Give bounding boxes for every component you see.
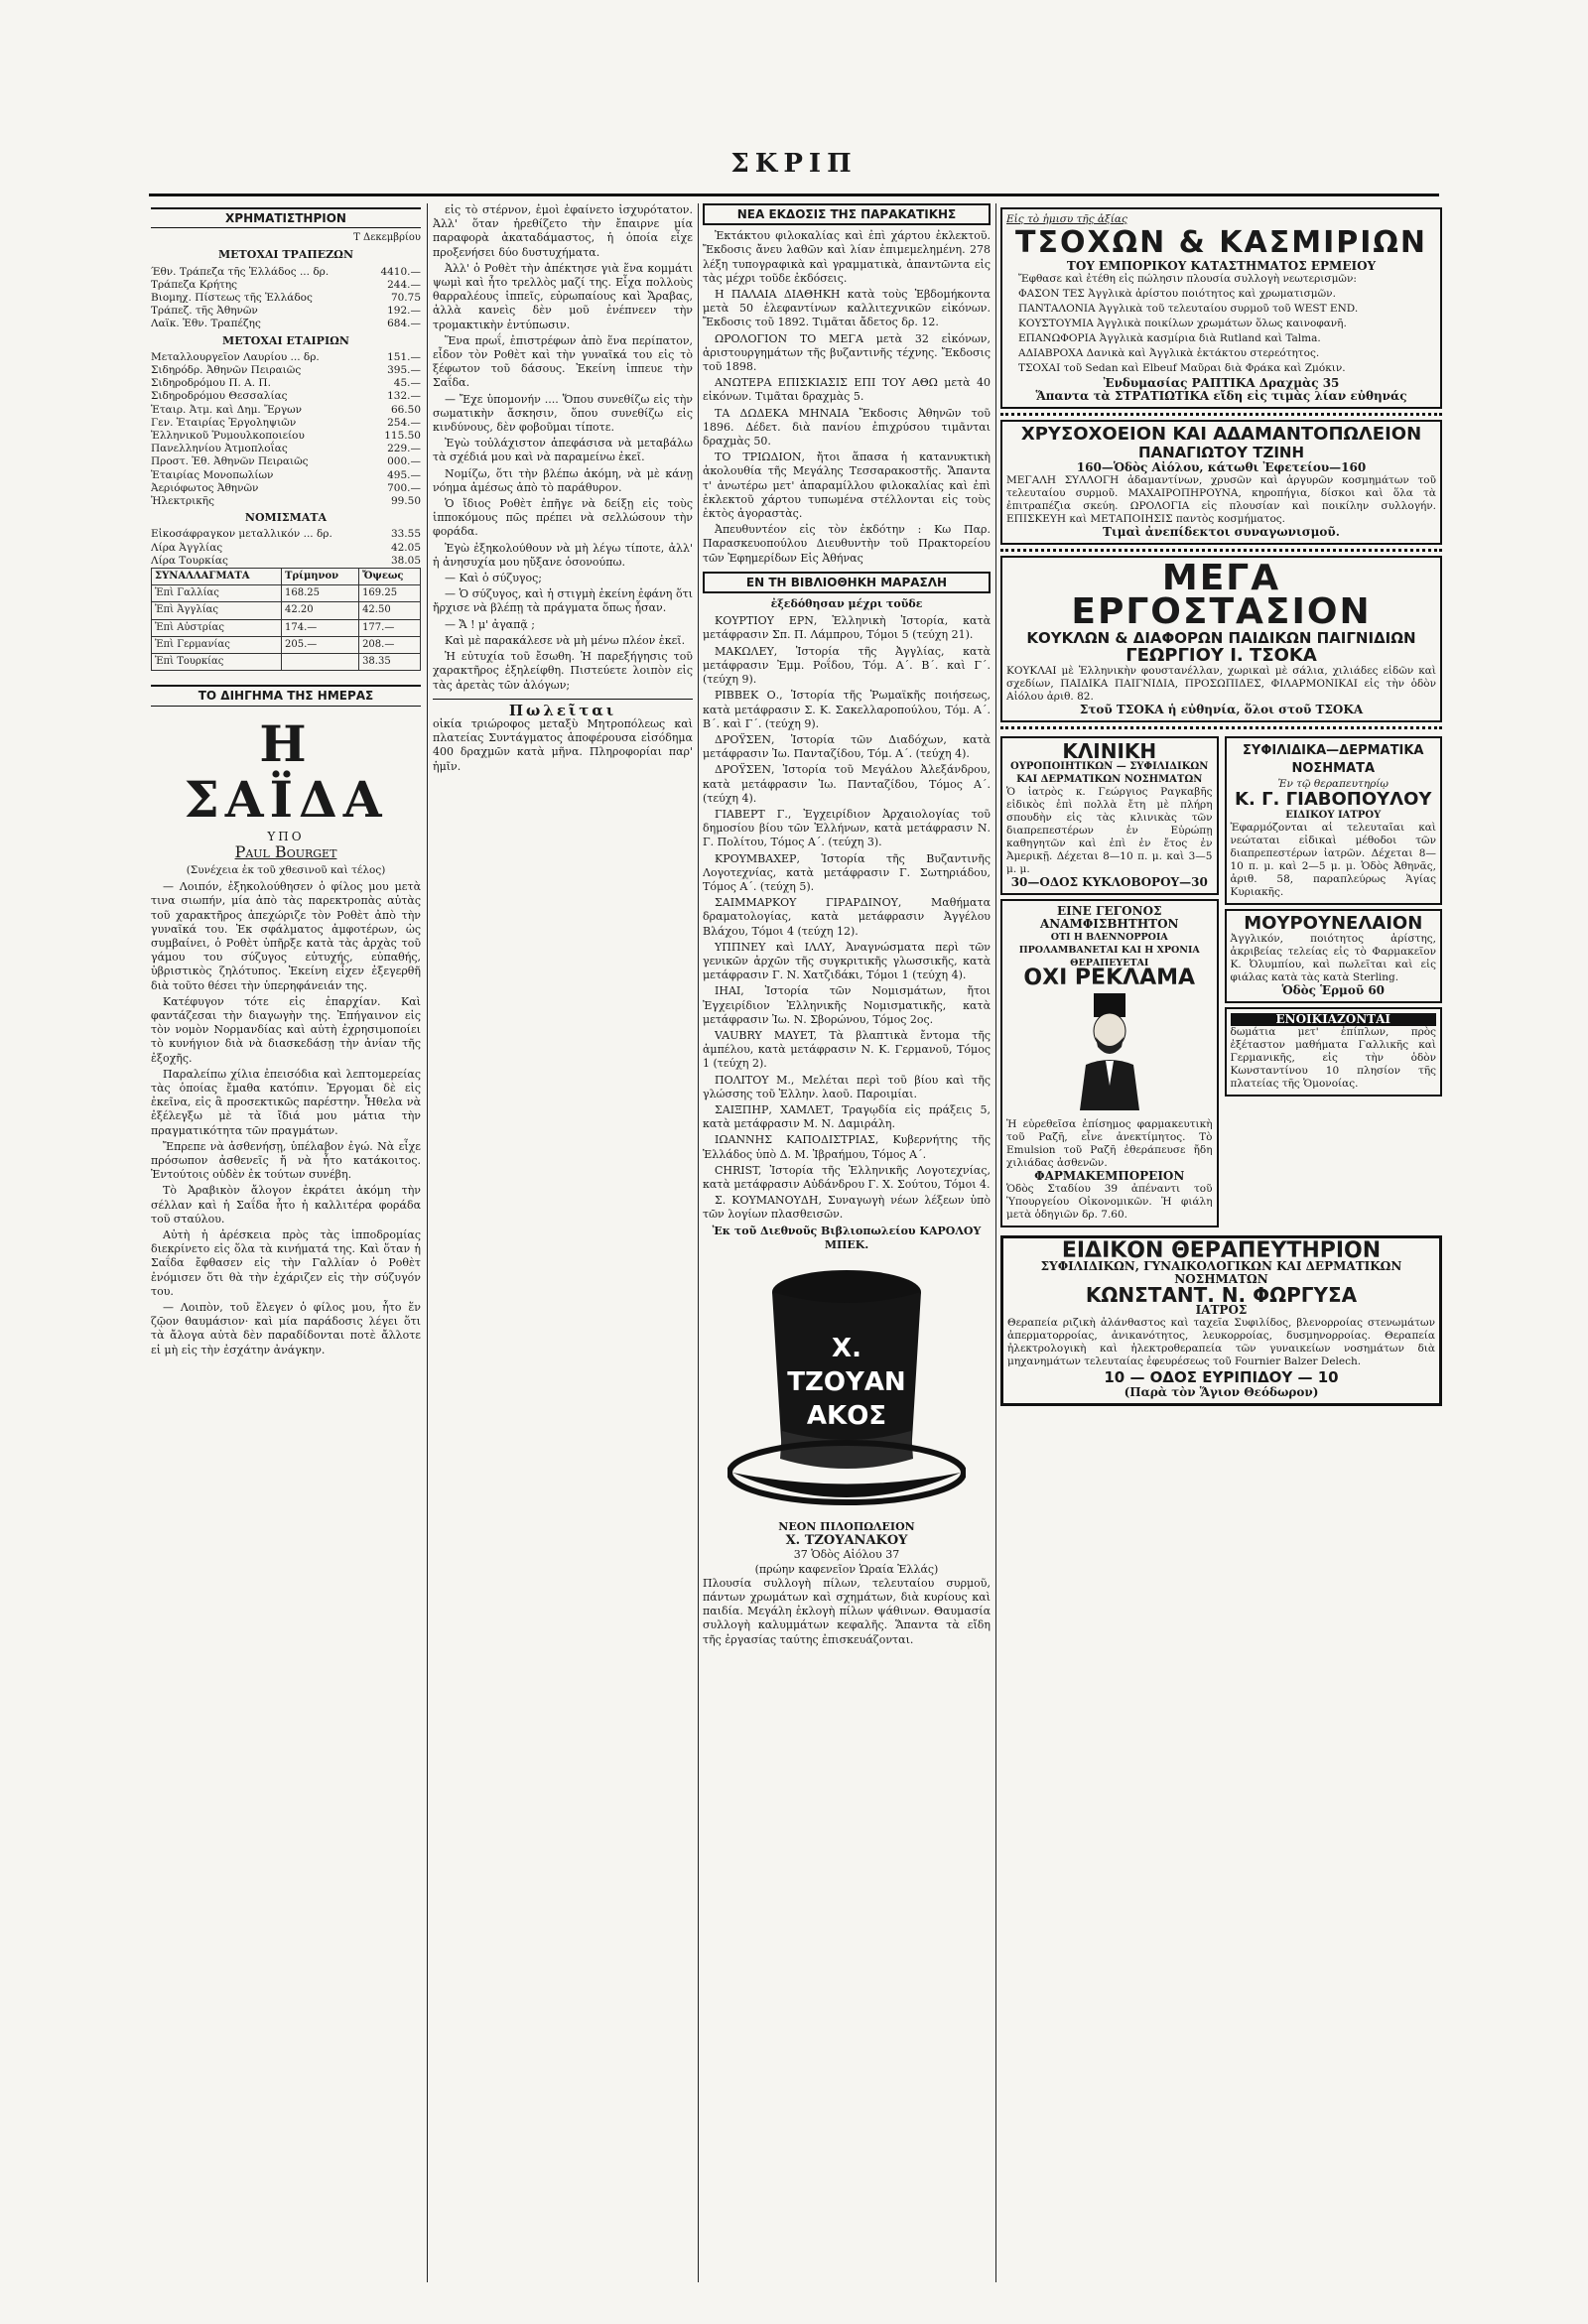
exchange-cell: 169.25 (359, 585, 421, 602)
exchange-cell: Ἐπὶ Αὐστρίας (152, 619, 282, 636)
library-book-entry: ΠΟΛΙΤΟΥ Μ., Μελέται περὶ τοῦ βίου καὶ τῆς γλώσσης τοῦ Ἑλλην. λαοῦ. Παροιμίαι. (703, 1073, 991, 1100)
market-row-name: Ἑλληνικοῦ Ῥυμουλκοποιείου (151, 430, 305, 443)
market-row-name: Ἑταιρ. Ἀτμ. καὶ Δημ. Ἔργων (151, 403, 303, 416)
exchange-header-cell: ΣΥΝΑΛΛΑΓΜΑΤΑ (152, 569, 282, 585)
market-row (151, 455, 421, 468)
market-row-value: 66.50 (390, 403, 421, 416)
cloth-ad-subtitle: ΤΟΥ ΕΜΠΟΡΙΚΟΥ ΚΑΤΑΣΤΗΜΑΤΟΣ ΕΡΜΕΙΟΥ (1066, 259, 1377, 273)
market-row (151, 364, 421, 377)
story-paragraph: — Ὁ σύζυγος, καὶ ἡ στιγμὴ ἐκείνη ἐφάνη ὅτι ἤρχισε νὰ βλέπῃ τὰ πράγματα ὅπως ἦσαν. (433, 587, 693, 615)
column-divider (995, 203, 996, 2282)
exchange-table (151, 568, 421, 671)
market-row-name: Πανελληνίου Ἀτμοπλοΐας (151, 443, 288, 455)
exchange-cell: 42.50 (359, 602, 421, 619)
bank-section-title: ΜΕΤΟΧΑΙ ΤΡΑΠΕΖΩΝ (217, 248, 353, 262)
market-row-name: Προστ. Ἑθ. Ἀθηνῶν Πειραιῶς (151, 455, 309, 468)
company-section-title: ΜΕΤΟΧΑΙ ΕΤΑΙΡΙΩΝ (222, 333, 349, 347)
cod-liver-oil-address: Ὁδὸς Ἑρμοῦ 60 (1281, 983, 1386, 997)
exchange-body (152, 585, 421, 671)
dermatology-ad-name: Κ. Γ. ΓΙΑΒΟΠΟΥΛΟΥ (1235, 789, 1432, 810)
exchange-cell: Ἐπὶ Ἀγγλίας (152, 602, 282, 619)
market-row (151, 305, 421, 318)
story-paragraph: Ὁ ἴδιος Ροθὲτ ἐπῆγε νὰ δείξῃ εἰς τοὺς ἱπποκόμους πῶς πρέπει νὰ σελλώσουν τὴν φοράδα. (433, 497, 693, 539)
library-book-entry: ΣΑΙΜΜΑΡΚΟΥ ΓΙΡΑΡΔΙΝΟΥ, Μαθήματα δραματολογίας, κατὰ μετάφρασιν Ἀγγέλου Βλάχου, Τόμοι 4 (τεύχη 12). (703, 896, 991, 938)
coin-section-title: ΝΟΜΙΣΜΑΤΑ (244, 511, 328, 525)
hat-shop-owner: Χ. ΤΖΟΥΑΝΑΚΟΥ (785, 1533, 908, 1549)
story-paragraph: Ἔπρεπε νὰ ἀσθενήσῃ, ὑπέλαβον ἐγώ. Νὰ εἶχε πρόσωπον ἀσθενεῖς ἤ νὰ ἦτο κατάκοιτος. Ἐντούτοις οὐδὲν ἐκ τούτων συνέβη. (151, 1139, 421, 1182)
market-row (151, 542, 421, 555)
exchange-row (152, 602, 421, 619)
liturgy-ad-paragraph: ΩΡΟΛΟΓΙΟΝ ΤΟ ΜΕΓΑ μετὰ 32 εἰκόνων, ἀριστουργημάτων τῆς βυζαντινῆς τέχνης. Ἔκδοσις τοῦ 1898. (703, 331, 991, 374)
market-row-name: Σιδηροδρόμου Π. Α. Π. (151, 377, 271, 390)
exchange-cell: 38.35 (359, 654, 421, 671)
exchange-row (152, 654, 421, 671)
market-row-value: 229.— (387, 443, 421, 455)
clinic-ad-subtitle: ΟΥΡΟΠΟΙΗΤΙΚΩΝ — ΣΥΦΙΛΙΔΙΚΩΝ ΚΑΙ ΔΕΡΜΑΤΙΚΩΝ ΝΟΣΗΜΑΤΩΝ (1010, 761, 1209, 785)
cloth-ad-line: ΑΔΙΑΒΡΟΧΑ Δανικὰ καὶ Ἀγγλικὰ ἐκτάκτου στερεότητος. (1018, 347, 1320, 359)
market-row-name: Ἀεριόφωτος Ἀθηνῶν (151, 481, 259, 494)
clinic-ad (1000, 736, 1219, 895)
jeweler-ad-title: ΧΡΥΣΟΧΟΕΙΟΝ ΚΑΙ ΑΔΑΜΑΝΤΟΠΩΛΕΙΟΝ (1020, 424, 1422, 445)
jeweler-ad-name: ΠΑΝΑΓΙΩΤΟΥ ΤΖΙΝΗ (1137, 444, 1305, 461)
library-book-entry: ΙΩΑΝΝΗΣ ΚΑΠΟΔΙΣΤΡΙΑΣ, Κυβερνήτης τῆς Ἑλλάδος ὑπὸ Δ. Μ. Ἰβραήμου, Τόμος Α΄. (703, 1133, 991, 1161)
column-advertisements (1000, 203, 1442, 2282)
story-author: Paul Bourget (234, 841, 337, 861)
market-row-name: Γεν. Ἑταιρίας Ἐργοληψιῶν (151, 416, 297, 429)
market-row-value: 4410.— (380, 265, 421, 278)
column-market-story (151, 203, 421, 2282)
market-row-name: Σιδηροδρόμου Θεσσαλίας (151, 390, 288, 403)
dermatology-ad-text: Ἐφαρμόζονται αἱ τελευταῖαι καὶ νεώταται εἰδικαὶ μέθοδοι τῶν διαπρεπεστέρων ἰατρῶν. Δέχεται 8—10 π. μ. καὶ 2—5 μ. μ. Ὁδὸς Ἀθηνᾶς, ἀριθ. 58, παραπλεύρως Ἁγίας Κυριακῆς. (1230, 822, 1436, 898)
market-row-value: 99.50 (390, 495, 421, 508)
story-paragraph: — Καὶ ὁ σύζυγος; (445, 572, 542, 585)
toy-factory-title: ΜΕΓΑ ΕΡΓΟΣΤΑΣΙΟΝ (1071, 558, 1372, 632)
cloth-ad-title: ΤΣΟΧΩΝ & ΚΑΣΜΙΡΙΩΝ (1015, 225, 1427, 260)
ornament-border (1000, 413, 1442, 416)
story-paragraph: Παραλείπω χίλια ἐπεισόδια καὶ λεπτομερείας τὰς ὁποίας ἔμαθα κατόπιν. Ἐργομαι δὲ εἰς ἐκεῖνα, εἰς ἃ προσεκτικῶς παρέστην. Ἦθελα νὰ ἐξέλεγξω μὲ τὰ ἴδιά μου μάτια τὴν πραγματικότητα τῶν πραγμάτων. (151, 1067, 421, 1137)
market-row-value: 254.— (387, 416, 421, 429)
clinic-ad-text: Ὁ ἰατρὸς κ. Γεώργιος Ραγκαβῆς εἰδικὸς ἐπὶ πολλὰ ἔτη μὲ πλήρη σπουδὴν εἰς τὰς κλινικὰς τῶν διαπρεπεστέρων ἐν Εὐρώπῃ καθηγητῶν καὶ ἐπὶ ἐν ἔτος ἐν Ἀμερικῇ. Δέχεται 8—10 π. μ. καὶ 3—5 μ. μ. (1006, 786, 1213, 875)
column-divider (698, 203, 699, 2282)
ornament-border (1000, 549, 1442, 552)
market-row-value: 45.— (393, 377, 421, 390)
market-row (151, 318, 421, 330)
cloth-ad-line: ΚΟΥΣΤΟΥΜΙΑ Ἀγγλικὰ ποικίλων χρωμάτων ὅλως καινοφανῆ. (1018, 318, 1347, 329)
masthead: ΣΚΡΙΠ (730, 149, 858, 179)
market-row-value: 115.50 (384, 430, 421, 443)
exchange-cell: 174.— (282, 619, 359, 636)
market-row-value: 151.— (387, 350, 421, 363)
exchange-cell: 42.20 (282, 602, 359, 619)
exchange-row (152, 585, 421, 602)
story-paragraph: Καὶ μὲ παρακάλεσε νὰ μὴ μένω πλέον ἐκεῖ. (445, 633, 686, 647)
rooms-ad (1225, 1007, 1443, 1097)
market-row-value: 495.— (387, 468, 421, 481)
cod-liver-oil-text: Ἀγγλικόν, ποιότητος ἀρίστης, ἀκριβείας τελείας εἰς τὸ Φαρμακεῖον Κ. Ὀλυμπίου, καὶ πωλεῖται καὶ εἰς φιάλας κατὰ τὰς κατὰ Sterling. (1230, 933, 1436, 983)
exchange-header-row (152, 569, 421, 585)
market-row (151, 430, 421, 443)
cloth-ad-line: ΕΠΑΝΩΦΟΡΙΑ Ἀγγλικὰ κασμίρια διὰ Rutland καὶ Talma. (1018, 332, 1321, 344)
cloth-ad-line: ΠΑΝΤΑΛΟΝΙΑ Ἀγγλικὰ τοῦ τελευταίου συρμοῦ τοῦ WEST END. (1018, 303, 1359, 315)
liturgy-ad-paragraph: ΑΝΩΤΕΡΑ ΕΠΙΣΚΙΑΣΙΣ ΕΠΙ ΤΟΥ ΑΘΩ μετὰ 40 εἰκόνων. Τιμᾶται δραχμὰς 5. (703, 376, 991, 404)
market-row (151, 555, 421, 568)
market-row (151, 482, 421, 495)
dermatology-ad (1225, 736, 1443, 905)
therapy-clinic-title: ΕΙΔΙΚΟΝ ΘΕΡΑΠΕΥΤΗΡΙΟΝ (1061, 1238, 1382, 1263)
jeweler-ad (1000, 420, 1442, 545)
market-row (151, 390, 421, 403)
remedy-ad-title: ΕΙΝΕ ΓΕΓΟΝΟΣ ΑΝΑΜΦΙΣΒΗΤΗΤΟΝ (1039, 904, 1179, 931)
liturgy-ad-paragraph: Η ΠΑΛΑΙΑ ΔΙΑΘΗΚΗ κατὰ τοὺς Ἑβδομήκοντα μετὰ 50 ἐλεφαντίνων καλλιτεχνικῶν εἰκόνων. Ἔκδοσις τοῦ 1892. Τιμᾶται ἄδετος δρ. 12. (703, 288, 991, 329)
hat-shop-text: Πλουσία συλλογὴ πίλων, τελευταίου συρμοῦ, πάντων χρωμάτων καὶ σχημάτων, διὰ κυρίους καὶ παιδία. Μεγάλη ἐκλογὴ πίλων ψάθινων. Θαυμασία συλλογὴ καλυμμάτων κεφαλῆς. Ἅπαντα τὰ εἴδη τῆς ἐργασίας ταύτης ἐπισκευάζονται. (703, 1576, 991, 1646)
library-book-entry: ΙΗΑΙ, Ἱστορία τῶν Νομισμάτων, ἤτοι Ἐγχειρίδιον Ἑλληνικῆς Νομισματικῆς, κατὰ μετάφρασιν Ἰω. Ν. Σβορώνου, Τόμος 2ος. (703, 984, 991, 1026)
liturgy-ad-paragraph: Ἐκτάκτου φιλοκαλίας καὶ ἐπὶ χάρτου ἐκλεκτοῦ. Ἔκδοσις ἄνευ λαθῶν καὶ λίαν ἐπιμεμελημένη. 278 λέξη τυπογραφικὰ καὶ γραμματικὰ, ἀπαντῶντα εἰς τὰς μέχρι τοῦδε ἐκδόσεις. (703, 229, 991, 285)
cod-liver-oil-ad (1225, 909, 1443, 1003)
market-row-value: 42.05 (390, 541, 421, 554)
masthead-rule (149, 194, 1439, 196)
story-section-title: ΤΟ ΔΙΗΓΗΜΑ ΤΗΣ ΗΜΕΡΑΣ (151, 685, 421, 706)
library-book-entry: ΓΙΑΒΕΡΤ Γ., Ἐγχειρίδιον Ἀρχαιολογίας τοῦ δημοσίου βίου τῶν Ἑλλήνων, κατὰ μετάφρασιν Ν. Γ. Πολίτου, Τόμος Α΄. (τεύχη 3). (703, 807, 991, 849)
exchange-cell: Ἐπὶ Γερμανίας (152, 636, 282, 653)
market-row-name: Εἰκοσάφραγκον μεταλλικόν ... δρ. (151, 528, 332, 541)
market-row-value: 70.75 (390, 292, 421, 305)
market-row (151, 351, 421, 364)
cloth-ad-tagline: Εἰς τὸ ἡμισυ τῆς ἀξίας (1006, 213, 1127, 225)
market-row-name: Μεταλλουργεῖον Λαυρίου ... δρ. (151, 350, 320, 363)
exchange-cell: Ἐπὶ Γαλλίας (152, 585, 282, 602)
remedy-ad-text: Ἡ εὑρεθεῖσα ἐπίσημος φαρμακευτικὴ τοῦ Ραζῆ, εἶνε ἀνεκτίμητος. Τὸ Emulsion τοῦ Ραζῆ ἐθεράπευσε ἤδη χιλιάδας ἀσθενῶν. (1006, 1118, 1213, 1169)
market-row-value: 33.55 (390, 528, 421, 541)
medical-ads-row (1000, 732, 1442, 1231)
therapy-clinic-footer: (Παρὰ τὸν Ἅγιον Θεόδωρον) (1124, 1385, 1319, 1399)
exchange-header-cell: Ὄψεως (359, 569, 421, 585)
liturgy-ad-paragraph: ΤΑ ΔΩΔΕΚΑ ΜΗΝΑΙΑ Ἔκδοσις Ἀθηνῶν τοῦ 1896. Δέδετ. διὰ πανίου ἐπιχρύσου τιμᾶνται δραχμὰς 50. (703, 406, 991, 449)
remedy-ad-footer: Ὁδὸς Σταδίου 39 ἀπέναντι τοῦ Ὑπουργείου Οἰκονομικῶν. Ἡ φιάλη μετὰ ὁδηγιῶν δρ. 7.60. (1006, 1183, 1213, 1221)
market-row-value: 700.— (387, 481, 421, 494)
market-row-name: Λαϊκ. Ἐθν. Τραπέζης (151, 318, 261, 330)
sale-ad (433, 699, 693, 774)
market-row-name: Έθν. Τράπεζα τῆς Ἑλλάδος ... δρ. (151, 265, 330, 278)
clinic-ad-title: ΚΛΙΝΙΚΗ (1062, 739, 1157, 763)
ornament-border (1000, 726, 1442, 729)
liturgy-ad-paragraph: Ἀπευθυντέον εἰς τὸν ἐκδότην : Κω Παρ. Παρασκευοπούλου Διευθυντὴν τοῦ Πρακτορείου τῶν Ἐφημερίδων Εἰς Ἀθήνας (703, 523, 991, 565)
market-row-name: Λίρα Τουρκίας (151, 554, 228, 567)
market-row-name: Ἑταιρίας Μονοπωλίων (151, 468, 274, 481)
coin-list (151, 528, 421, 568)
company-list (151, 351, 421, 508)
therapy-clinic-role: ΙΑΤΡΟΣ (1195, 1303, 1248, 1317)
exchange-cell: Ἐπὶ Τουρκίας (152, 654, 282, 671)
market-row-name: Βιομηχ. Πίστεως τῆς Ἑλλάδος (151, 292, 313, 305)
library-book-entry: ΣΑΙΞΠΗΡ, ΧΑΜΛΕΤ, Τραγῳδία εἰς πράξεις 5, κατὰ μετάφρασιν Μ. Ν. Δαμιράλη. (703, 1102, 991, 1131)
hat-shop-name: ΝΕΟΝ ΠΙΛΟΠΩΛΕΙΟΝ (778, 1520, 915, 1534)
dermatology-ad-subtitle: Ἐν τῷ θεραπευτηρίῳ (1277, 778, 1389, 790)
rooms-ad-title: ΕΝΟΙΚΙΑΖΟΝΤΑΙ (1231, 1013, 1437, 1026)
toy-factory-ad (1000, 556, 1442, 722)
library-book-entry: ΡΙΒΒΕΚ Ο., Ἱστορία τῆς Ῥωμαϊκῆς ποιήσεως, κατὰ μετάφρασιν Σ. Κ. Σακελλαροπούλου, Τόμ. Α΄. Β΄. καὶ Γ΄. (τεύχη 9). (703, 689, 991, 730)
market-row (151, 469, 421, 482)
market-row-value: 395.— (387, 364, 421, 377)
remedy-ad-banner: ΟΧΙ ΡΕΚΛΑΜΑ (1023, 966, 1196, 990)
cloth-ad-footer: Ἅπαντα τὰ ΣΤΡΑΤΙΩΤΙΚΑ εἴδη εἰς τιμὰς λίαν εὐθηνάς (1035, 389, 1407, 403)
market-date: Τ Δεκεμβρίου (353, 232, 421, 244)
toy-factory-text: ΚΟΥΚΛΑΙ μὲ Ἑλληνικὴν φουστανέλλαν, χωρικαὶ μὲ σάλια, χιλιάδες εἰδῶν καὶ σχεδίων, ΠΑΙΔΙΚΑ ΠΑΙΓΝΙΔΙΑ, ΠΡΟΣΩΠΙΔΕΣ, ΦΙΛΑΡΜΟΝΙΚΑΙ εἰς τὴν ὁδὸν Αἰόλου ἀριθ. 82. (1006, 665, 1436, 703)
market-row-name: Ἠλεκτρικῆς (151, 495, 214, 508)
library-book-entry: VAUBRY MAYET, Τὰ βλαπτικὰ ἔντομα τῆς ἀμπέλου, κατὰ μετάφρασιν Ν. Κ. Γερμανοῦ, Τόμος 1 (τεύχη 2). (703, 1028, 991, 1071)
liturgy-ad-paragraph: ΤΟ ΤΡΙΩΔΙΟΝ, ἤτοι ἅπασα ἡ κατανυκτικὴ ἀκολουθία τῆς Μεγάλης Τεσσαρακοστῆς. Ἅπαντα τ' ἀνωτέρω μετ' ἀπαραμίλλου φιλοκαλίας καὶ ἐπὶ ἐκλεκτοῦ χάρτου τυπωμένα στέλλονται εἰς τοὺς ἐκτὸς ἀγοραστὰς. (703, 451, 991, 521)
library-book-list (703, 614, 991, 1222)
market-row-value: 000.— (387, 455, 421, 468)
market-row (151, 266, 421, 279)
story-by: ΥΠΟ (267, 829, 305, 843)
library-subtitle: ἐξεδόθησαν μέχρι τοῦδε (770, 597, 923, 611)
market-row-name: Λίρα Ἀγγλίας (151, 541, 223, 554)
cloth-ad-line: ΤΣΟΧΑΙ τοῦ Sedan καὶ Elbeuf Μαῦραι διὰ Φράκα καὶ Ζμόκιν. (1018, 362, 1346, 374)
liturgy-ad-title: ΝΕΑ ΕΚΔΟΣΙΣ ΤΗΣ ΠΑΡΑΚΑΤΙΚΗΣ (703, 203, 991, 225)
story-paragraph: — Ἔχε ὑπομονήν .... Ὅπου συνεθίζω εἰς τὴν σωματικὴν ἄσκησιν, ὅπου συνεθίζω εἰς κινδύνους, δὲν φοβοῦμαι τίποτε. (433, 392, 693, 435)
hat-lettering: Χ. ΤΖΟΥΑΝΑΚΟΣ (787, 1334, 906, 1432)
jeweler-ad-text: ΜΕΓΑΛΗ ΣΥΛΛΟΓΗ ἀδαμαντίνων, χρυσῶν καὶ ἀργυρῶν κοσμημάτων τοῦ τελευταίου συρμοῦ. ΜΑΧΑΙΡΟΠΗΡΟΥΝΑ, κηροπήγια, δίσκοι καὶ ὅλα τὰ ἐπιτραπέζια σκεύη. ΩΡΟΛΟΓΙΑ εἰς πλουσίαν καὶ ποικίλην συλλογήν. ΕΠΙΣΚΕΥΗ καὶ ΜΕΤΑΠΟΙΗΣΙΣ παντὸς κοσμήματος. (1006, 474, 1436, 525)
story-note: (Συνέχεια ἐκ τοῦ χθεσινοῦ καὶ τέλος) (186, 863, 386, 876)
story-paragraph: εἰς τὸ στέρνον, ἐμοὶ ἐφαίνετο ἰσχυρότατον. Ἀλλ' ὅταν ἠρεθίζετο τὴν ἔπαιρνε μία παραφορὰ ἀκαταδάμαστος, ἡ ὁποία εἶχε προξενήσει δύο δυστυχήματα. (433, 203, 693, 259)
market-row-value: 38.05 (390, 554, 421, 567)
story-paragraph: — Λοιπὸν, τοῦ ἔλεγεν ὁ φίλος μου, ἦτο ἕν ζῷον θαυμάσιον· καὶ μία παράδοσις λέγει ὅτι τὰ ἄλογα αὐτὰ δὲν παραδίδονται ποτὲ ἄλλοτε εἰ μὴ εἰς τὴν ἐσχάτην ἀνάγκην. (151, 1301, 421, 1356)
library-book-entry: ΜΑΚΩΛΕΥ, Ἱστορία τῆς Ἀγγλίας, κατὰ μετάφρασιν Ἐμμ. Ροΐδου, Τόμ. Α΄. Β΄. καὶ Γ΄. (τεύχη 9). (703, 644, 991, 687)
jeweler-ad-address: 160—Ὁδὸς Αἰόλου, κάτωθι Ἐφετείου—160 (1076, 460, 1367, 474)
market-row-value: 192.— (387, 305, 421, 318)
column-story-continued (433, 203, 693, 2282)
library-book-entry: ΥΠΠΝΕΥ καὶ ΙΛΛΥ, Ἀναγνώσματα περὶ τῶν γενικῶν ἀρχῶν τῆς συγκριτικῆς γλωσσικῆς, κατὰ μετάφρασιν Γ. Ν. Χατζιδάκι, Τόμοι 1 (τεύχη 4). (703, 940, 991, 982)
market-row (151, 377, 421, 390)
toy-factory-footer: Στοῦ ΤΣΟΚΑ ἡ εὐθηνία, ὅλοι στοῦ ΤΣΟΚΑ (1079, 703, 1364, 716)
exchange-cell: 168.25 (282, 585, 359, 602)
hat-shop-former: (πρώην καφενεῖον Ὡραία Ἑλλάς) (754, 1562, 939, 1576)
market-row (151, 404, 421, 417)
story-paragraph: Ἡ εὐτυχία τοῦ ἔσωθη. Ἡ παρεξήγησις τοῦ χαρακτῆρος ἐξηλείφθη. Πιστεύετε λοιπὸν εἰς τὰς ἀρετὰς τῶν ἀλόγων; (433, 650, 693, 692)
library-book-entry: ΚΡΟΥΜΒΑΧΕΡ, Ἱστορία τῆς Βυζαντινῆς Λογοτεχνίας, κατὰ μετάφρασιν Γ. Σωτηριάδου, Τόμος Α΄. (τεύχη 5). (703, 851, 991, 893)
story-continued-body (433, 203, 693, 693)
exchange-header-cell: Τρίμηνον (282, 569, 359, 585)
story-title: Η ΣΑΪΔΑ (184, 713, 388, 829)
market-row-value: 684.— (387, 318, 421, 330)
story-paragraph: Αὐτὴ ἡ ἀρέσκεια πρὸς τὰς ἱπποδρομίας διεκρίνετο εἰς ὅλα τὰ κινήματά της. Καὶ ὅταν ἡ Σαΐδα ἔφθασεν εἰς τὴν Γαλλίαν ὁ Ροθὲτ ἐνόμισεν ὅτι θὰ τὴν ἐχάριζεν εἰς τὴν σύζυγόν του. (151, 1227, 421, 1298)
therapy-clinic-subtitle: ΣΥΦΙΛΙΔΙΚΩΝ, ΓΥΝΑΙΚΟΛΟΓΙΚΩΝ ΚΑΙ ΔΕΡΜΑΤΙΚΩΝ ΝΟΣΗΜΑΤΩΝ (1040, 1259, 1402, 1286)
hat-illustration (728, 1262, 966, 1510)
market-row (151, 528, 421, 541)
library-book-entry: CHRIST, Ἱστορία τῆς Ἑλληνικῆς Λογοτεχνίας, κατὰ μετάφρασιν Αὐδάνδρου Γ. Χ. Σούτου, Τόμοι 4. (703, 1163, 991, 1191)
library-book-entry: ΔΡΟΫΣΕΝ, Ἱστορία τοῦ Μεγάλου Ἀλεξάνδρου, κατὰ μετάφρασιν Ἰω. Πανταζίδου, Τόμος Α΄. (τεύχη 4). (703, 763, 991, 805)
remedy-ad-pharmacy: ΦΑΡΜΑΚΕΜΠΟΡΕΙΟΝ (1034, 1169, 1185, 1183)
market-row-name: Τράπεζ. τῆς Ἀθηνῶν (151, 305, 258, 318)
story-body (151, 880, 421, 1357)
library-book-entry: ΚΟΥΡΤΙΟΥ ΕΡΝ, Ἑλληνικὴ Ἱστορία, κατὰ μετάφρασιν Σπ. Π. Λάμπρου, Τόμοι 5 (τεύχη 21). (703, 614, 991, 642)
market-row-name: Σιδηρόδρ. Ἀθηνῶν Πειραιῶς (151, 364, 302, 377)
exchange-cell (282, 654, 359, 671)
market-row-name: Τράπεζα Κρήτης (151, 278, 238, 291)
cod-liver-oil-title: ΜΟΥΡΟΥΝΕΛΑΙΟΝ (1244, 913, 1423, 934)
market-title: ΧΡΗΜΑΤΙΣΤΗΡΙΟΝ (151, 207, 421, 228)
library-title: ΕΝ ΤΗ ΒΙΒΛΙΟΘΗΚΗ ΜΑΡΑΣΛΗ (703, 572, 991, 593)
man-with-fez-icon (1070, 991, 1149, 1110)
remedy-ad-subtitle: ΟΤΙ Η ΒΛΕΝΝΟΡΡΟΙΑ ΠΡΟΛΑΜΒΑΝΕΤΑΙ ΚΑΙ Η ΧΡΟΝΙΑ ΘΕΡΑΠΕΥΕΤΑΙ (1018, 932, 1200, 968)
story-paragraph: Ἐγὼ τοὐλάχιστον ἀπεφάσισα νὰ μεταβάλω τὰ σχέδιά μου καὶ νὰ παραμείνω ἐκεῖ. (433, 437, 693, 464)
sale-ad-title: Πωλεῖται (508, 701, 617, 719)
remedy-ad (1000, 899, 1219, 1227)
story-paragraph: Νομίζω, ὅτι τὴν βλέπω ἀκόμη, νὰ μὲ κάνῃ νόημα ἀμέσως ἀπὸ τὸ παράθυρον. (433, 466, 693, 494)
market-row (151, 495, 421, 508)
exchange-row (152, 619, 421, 636)
library-book-entry: Σ. ΚΟΥΜΑΝΟΥΔΗ, Συναγωγὴ νέων λέξεων ὑπὸ τῶν λογίων πλασθεισῶν. (703, 1194, 991, 1222)
bank-list (151, 266, 421, 331)
story-paragraph: Ἕνα πρωΐ, ἐπιστρέφων ἀπὸ ἕνα περίπατον, εἶδον τὸν Ροθὲτ καὶ τὴν γυναῖκά του εἰς τὸ ξέφωτον τοῦ δάσους. Ἐκείνη ἱππευε τὴν Σαΐδα. (433, 333, 693, 390)
jeweler-ad-footer: Τιμαὶ ἀνεπίδεκτοι συναγωνισμοῦ. (1103, 525, 1340, 539)
exchange-cell: 208.— (359, 636, 421, 653)
therapy-clinic-text: Θεραπεία ριζικὴ ἀλάνθαστος καὶ ταχεῖα Συφιλίδος, βλενορροίας στενωμάτων ἀπερματορροίας, ἀνικανότητος, λευκορροίας, δυσμηνορροίας. Θεραπεία ἠλεκτρολογικὴ καὶ ἠλεκτροθεραπεία τῶν γυναικείων νοσημάτων διὰ μηχανημάτων τελευταίας ἐφευρέσεως τοῦ Fournier Balzer Delech. (1007, 1317, 1435, 1367)
story-paragraph: Κατέφυγον τότε εἰς ἐπαρχίαν. Καὶ φαντάζεσαι τὴν διαγωγὴν της. Ἐπήγαινον εἰς τὸν νομὸν Νορμανδίας καὶ αὐτὴ ἐχρησιμοποίει τὸ κυνήγιον διὰ νὰ διασκεδάσῃ τὴν ἀνίαν τῆς ἐξοχῆς. (151, 994, 421, 1065)
market-row-value: 244.— (387, 278, 421, 291)
story-paragraph: Ἐγὼ ἐξηκολούθουν νὰ μὴ λέγω τίποτε, ἀλλ' ἡ ἀνησυχία μου ηὔξανε ὁσονούπω. (433, 541, 693, 569)
dermatology-ad-title: ΣΥΦΙΛΙΔΙΚΑ—ΔΕΡΜΑΤΙΚΑ ΝΟΣΗΜΑΤΑ (1243, 743, 1424, 776)
market-row (151, 443, 421, 455)
library-footer: Ἐκ τοῦ Διεθνοῦς Βιβλιοπωλείου ΚΑΡΟΛΟΥ ΜΠΕΚ. (712, 1224, 982, 1251)
exchange-cell: 205.— (282, 636, 359, 653)
liturgy-ad-body (703, 229, 991, 566)
exchange-row (152, 636, 421, 653)
rooms-ad-text: δωμάτια μετ' ἐπίπλων, πρὸς ἐξέταστον μαθήματα Γαλλικῆς καὶ Γερμανικῆς, εἰς τὴν ὁδὸν Κωνσταντίνου 10 πλησίον τῆς πλατείας τῆς Ὁμονοίας. (1230, 1026, 1436, 1090)
story-paragraph: Ἀλλ' ὁ Ροθὲτ τὴν ἀπέκτησε γιὰ ἕνα κομμάτι ψωμὶ καὶ ἦτο τρελλὸς μαζί της. Εἶχα πολλοὺς θαρραλέους ἱππεῖς, εὐρωπαίους καὶ Ἄραβας, ἀλλὰ κανεὶς δὲν μοῦ ἐνέπνεεν τὴν τρομακτικὴν ἐντύπωσιν. (433, 261, 693, 331)
clinic-ad-address: 30—ΟΔΟΣ ΚΥΚΛΟΒΟΡΟΥ—30 (1010, 875, 1208, 889)
column-books (703, 203, 991, 2282)
market-row (151, 417, 421, 430)
toy-factory-name: ΓΕΩΡΓΙΟΥ Ι. ΤΣΟΚΑ (1125, 645, 1317, 666)
library-book-entry: ΔΡΟΫΣΕΝ, Ἱστορία τῶν Διαδόχων, κατὰ μετάφρασιν Ἰω. Πανταζίδου, Τόμ. Α΄. (τεύχη 4). (703, 732, 991, 761)
therapy-clinic-name: ΚΩΝΣΤΑΝΤ. Ν. ΦΩΡΓΥΣΑ (1085, 1283, 1358, 1307)
hat-shop-address: 37 Ὁδὸς Αἰόλου 37 (793, 1548, 900, 1562)
story-paragraph: — Ἄ ! μ' ἀγαπᾷ ; (445, 617, 535, 631)
exchange-cell: 177.— (359, 619, 421, 636)
cloth-ad (1000, 207, 1442, 409)
cloth-ad-line: ΦΑΣΟΝ ΤΕΣ Ἀγγλικὰ ἀρίστου ποιότητος καὶ χρωματισμῶν. (1018, 288, 1336, 300)
market-row-value: 132.— (387, 390, 421, 403)
dermatology-ad-role: ΕΙΔΙΚΟΥ ΙΑΤΡΟΥ (1285, 810, 1382, 821)
story-paragraph: — Λοιπόν, ἐξηκολούθησεν ὁ φίλος μου μετὰ τινα σιωπήν, μία ἀπὸ τὰς παρεκτροπὰς αὐτὰς τοῦ χαρακτῆρος ἀπεχώριζε τὸν Ροθὲτ ἀπὸ τὴν γυναῖκά του. Ἐκ σφάλματος ἀμφοτέρων, ὡς συμβαίνει, ὁ Ροθὲτ ὑπῆρξε κατὰ τὰς ἀρχὰς τοῦ γάμου του σύζυγος εὐτυχής, εὐπαθής, ὑβριστικὸς ζηλότυπος. Ἐκείνη εἶχεν ἐξεγερθῆ διὰ τοῦτο θέσει τὴν ὑπερηφάνειάν της. (151, 880, 421, 992)
market-row (151, 279, 421, 292)
market-row (151, 292, 421, 305)
therapy-clinic-address: 10 — ΟΔΟΣ ΕΥΡΙΠΙΔΟΥ — 10 (1104, 1368, 1339, 1386)
cloth-ad-offer: Ἐνδυμασίας ΡΑΠΤΙΚΑ Δραχμὰς 35 (1103, 376, 1340, 390)
cloth-ad-lines (1006, 273, 1436, 375)
column-divider (427, 203, 428, 2282)
cloth-ad-line: Ἔφθασε καὶ ἐτέθη εἰς πώλησιν πλουσία συλλογὴ νεωτερισμῶν: (1018, 273, 1357, 285)
sale-ad-text: οἰκία τριώροφος μεταξὺ Μητροπόλεως καὶ πλατείας Συντάγματος ἀποφέρουσα εἰσόδημα 400 δραχμῶν κατὰ μῆνα. Πληροφορίαι παρ' ἡμῖν. (433, 716, 693, 773)
story-paragraph: Τὸ Ἀραβικὸν ἄλογον ἐκράτει ἀκόμη τὴν σέλλαν καὶ ἡ Σαΐδα ἦτο ἡ καλλιτέρα φοράδα τοῦ σταύλου. (151, 1184, 421, 1226)
therapy-clinic-ad (1000, 1235, 1442, 1406)
toy-factory-subtitle: ΚΟΥΚΛΩΝ & ΔΙΑΦΟΡΩΝ ΠΑΙΔΙΚΩΝ ΠΑΙΓΝΙΔΙΩΝ (1026, 629, 1416, 647)
